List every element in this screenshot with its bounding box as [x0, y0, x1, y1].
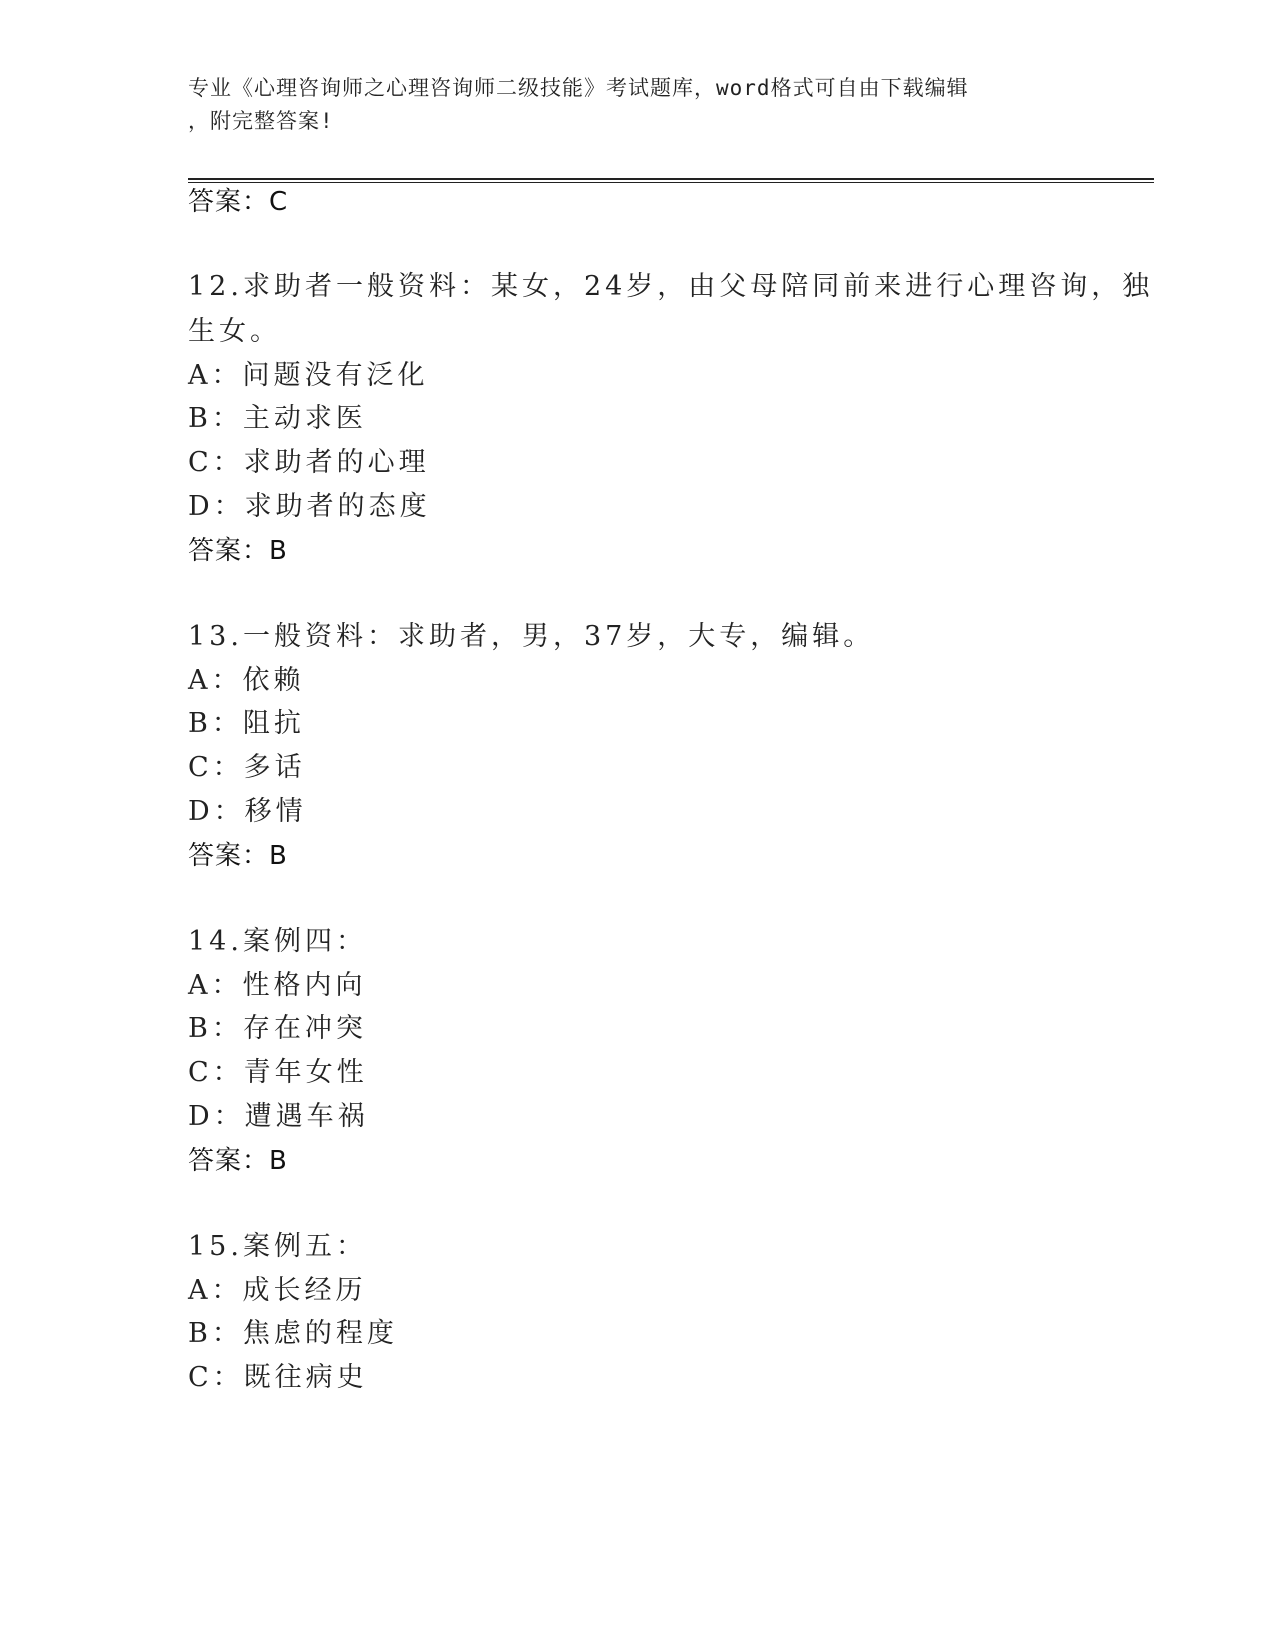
question-15-option-c: C：既往病史	[188, 1362, 368, 1393]
question-15-option-a: A：成长经历	[188, 1275, 367, 1306]
question-14-option-c: C：青年女性	[188, 1057, 368, 1088]
question-12-answer: 答案：B	[188, 536, 288, 566]
answer-line: 答案：C	[188, 187, 289, 217]
question-12-title-line-2: 生女。	[188, 316, 281, 347]
question-13-option-a: A：依赖	[188, 665, 305, 696]
question-12-option-a: A：问题没有泛化	[188, 360, 429, 391]
question-14-title: 14.案例四：	[188, 926, 367, 957]
header-divider	[188, 178, 1154, 180]
question-13-answer: 答案：B	[188, 841, 288, 871]
question-14-option-a: A：性格内向	[188, 970, 367, 1001]
question-12-option-c: C：求助者的心理	[188, 447, 430, 478]
header-line-2: ，附完整答案!	[188, 109, 334, 133]
question-12-option-d: D：求助者的态度	[188, 491, 431, 522]
question-15-title: 15.案例五：	[188, 1231, 367, 1262]
question-13-option-d: D：移情	[188, 796, 307, 827]
question-13-option-c: C：多话	[188, 752, 306, 783]
document-header	[188, 72, 1088, 138]
question-14-option-b: B：存在冲突	[188, 1013, 367, 1044]
header-divider-thin	[188, 182, 1154, 183]
question-13-title: 13.一般资料：求助者，男，37岁，大专，编辑。	[188, 621, 875, 652]
question-15-option-b: B：焦虑的程度	[188, 1318, 398, 1349]
question-13-option-b: B：阻抗	[188, 708, 305, 739]
header-line-1: 专业《心理咨询师之心理咨询师二级技能》考试题库，word格式可自由下载编辑	[188, 76, 969, 100]
question-14-option-d: D：遭遇车祸	[188, 1101, 369, 1132]
question-12-title-line-1: 12.求助者一般资料：某女，24岁，由父母陪同前来进行心理咨询，独	[188, 271, 1154, 302]
question-12-option-b: B：主动求医	[188, 403, 367, 434]
question-14-answer: 答案：B	[188, 1146, 288, 1176]
